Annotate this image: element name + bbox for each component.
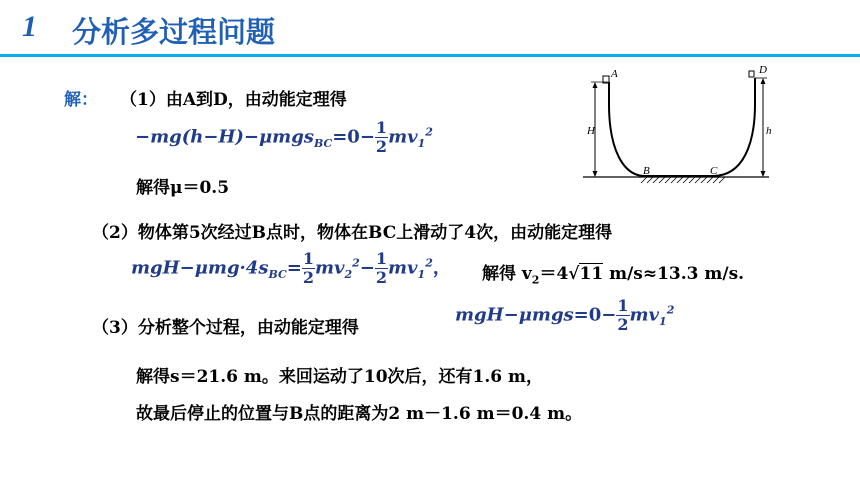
eq1-rhs: mv — [388, 126, 418, 148]
eq1-fraction: $\frac{1}{2}$ — [375, 118, 388, 156]
eq2-lhs: mgH−μmg·4s — [131, 257, 269, 279]
eq2-term1: mv — [314, 257, 345, 279]
eq1-rhs-sub: 1 — [417, 137, 426, 151]
eq3-fraction: $\frac{1}{2}$ — [617, 296, 629, 334]
part3-intro: （3）分析整个过程，由动能定理得 — [92, 318, 359, 338]
part2-result-prefix: 解得 v — [482, 264, 532, 284]
eq3-rhs-sub: 1 — [659, 315, 667, 329]
part1-intro: （1）由A到D，由动能定理得 — [120, 90, 347, 110]
marker-d — [749, 71, 754, 77]
section-number: 1 — [22, 10, 37, 43]
eq2-lhs-sub: BC — [268, 268, 287, 282]
eq3-mid: =0− — [573, 304, 617, 326]
track-diagram — [583, 64, 773, 184]
part1-equation — [135, 120, 433, 155]
eq1-rhs-sup: 2 — [425, 125, 433, 139]
eq2-term1-sub: 2 — [344, 268, 353, 282]
eq2-minus: − — [359, 257, 375, 279]
part2-result-eq: ＝4 — [539, 264, 569, 284]
part2-result-suffix: m/s≈13.3 m/s. — [603, 264, 745, 284]
part2-result-sqrt: 11 — [579, 264, 604, 284]
eq2-eq: = — [286, 257, 302, 279]
eq2-term2: mv — [388, 257, 418, 279]
eq2-term1-sup: 2 — [352, 256, 360, 270]
eq1-lhs: −mg(h−H)−μmgs — [135, 126, 314, 148]
part3-result-line1: 解得s＝21.6 m。来回运动了10次后，还有1.6 m， — [136, 367, 544, 387]
label-a: A — [611, 68, 618, 80]
label-c: C — [710, 165, 718, 177]
part2-equation — [131, 251, 451, 286]
eq2-tail: ， — [432, 257, 451, 279]
part2-intro: （2）物体第5次经过B点时，物体在BC上滑动了4次，由动能定理得 — [92, 223, 613, 243]
part2-result-sub: 2 — [531, 273, 540, 287]
eq2-fraction-2: $\frac{1}{2}$ — [375, 249, 388, 287]
header-divider — [0, 54, 860, 57]
eq2-fraction-1: $\frac{1}{2}$ — [302, 249, 314, 287]
label-d: D — [759, 64, 767, 76]
label-H: H — [587, 125, 595, 137]
solution-label: 解： — [64, 90, 98, 110]
part3-result-line2: 故最后停止的位置与B点的距离为2 m－1.6 m＝0.4 m。 — [136, 404, 583, 424]
eq2-term2-sub: 1 — [417, 268, 426, 282]
eq2-term2-sup: 2 — [425, 256, 433, 270]
curved-track — [609, 78, 755, 176]
label-h: h — [766, 125, 772, 137]
eq3-rhs: mv — [629, 304, 660, 326]
eq3-rhs-sup: 2 — [666, 303, 675, 317]
eq3-lhs: mgH−μmgs — [455, 304, 574, 326]
part1-result: 解得μ＝0.5 — [136, 178, 230, 198]
ground-hatching — [641, 177, 725, 183]
eq1-lhs-sub: BC — [313, 137, 333, 151]
page-title: 分析多过程问题 — [72, 15, 276, 49]
part3-equation — [455, 298, 674, 333]
label-b: B — [643, 165, 650, 177]
sqrt-symbol: √ — [568, 264, 580, 284]
eq1-mid: =0− — [332, 126, 375, 148]
part2-result — [482, 259, 744, 286]
